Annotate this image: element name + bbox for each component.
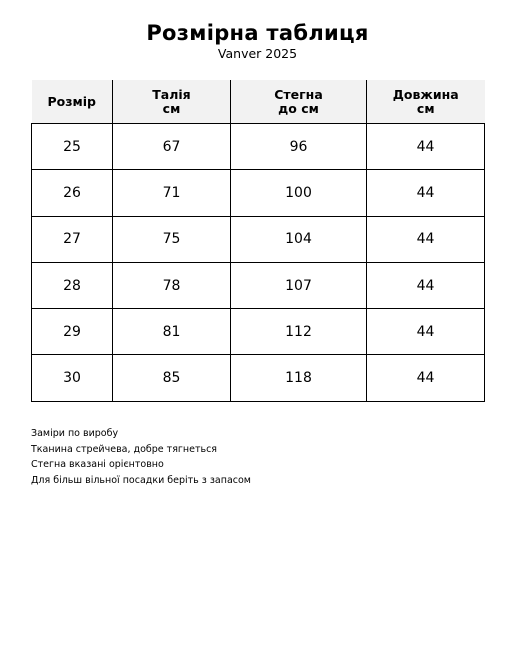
note-item: Стегна вказані орієнтовно bbox=[31, 459, 164, 470]
cell-size: 28 bbox=[32, 262, 113, 308]
note-item: Тканина стрейчева, добре тягнеться bbox=[31, 443, 218, 455]
cell-hips: 107 bbox=[231, 262, 367, 308]
note-item: Для більш вільної посадки беріть з запасом bbox=[31, 474, 251, 486]
cell-waist: 81 bbox=[113, 309, 231, 355]
header-length bbox=[367, 80, 485, 124]
cell-size: 26 bbox=[32, 170, 113, 216]
note-item: Заміри по виробу bbox=[31, 428, 119, 439]
header-waist-unit: см bbox=[162, 100, 181, 116]
table-row bbox=[32, 124, 485, 170]
cell-hips: 104 bbox=[231, 216, 367, 262]
table-row bbox=[32, 355, 485, 401]
cell-length: 44 bbox=[367, 355, 485, 401]
table-row bbox=[32, 170, 485, 216]
header-length-label: Довжина bbox=[392, 86, 459, 102]
cell-waist: 78 bbox=[113, 262, 231, 308]
cell-size: 30 bbox=[32, 355, 113, 401]
cell-hips: 100 bbox=[231, 170, 367, 216]
header-hips bbox=[231, 80, 367, 124]
header-hips-label: Стегна bbox=[274, 86, 323, 102]
page-title: Розмірна таблиця bbox=[146, 21, 369, 45]
cell-length: 44 bbox=[367, 124, 485, 170]
cell-size: 25 bbox=[32, 124, 113, 170]
cell-size: 29 bbox=[32, 309, 113, 355]
cell-length: 44 bbox=[367, 216, 485, 262]
cell-waist: 75 bbox=[113, 216, 231, 262]
cell-size: 27 bbox=[32, 216, 113, 262]
cell-length: 44 bbox=[367, 262, 485, 308]
header-size-label: Розмір bbox=[47, 93, 96, 109]
cell-waist: 67 bbox=[113, 124, 231, 170]
header-waist-label: Талія bbox=[152, 86, 191, 102]
table-row bbox=[32, 262, 485, 308]
header-length-unit: см bbox=[416, 100, 435, 116]
table-header-row bbox=[32, 80, 485, 124]
cell-hips: 96 bbox=[231, 124, 367, 170]
cell-length: 44 bbox=[367, 309, 485, 355]
cell-waist: 85 bbox=[113, 355, 231, 401]
cell-hips: 118 bbox=[231, 355, 367, 401]
cell-length: 44 bbox=[367, 170, 485, 216]
size-table bbox=[31, 80, 485, 402]
table-row bbox=[32, 309, 485, 355]
table-row bbox=[32, 216, 485, 262]
page-subtitle: Vanver 2025 bbox=[217, 46, 298, 61]
header-hips-unit: до см bbox=[278, 100, 319, 116]
header-size bbox=[32, 80, 113, 124]
cell-hips: 112 bbox=[231, 309, 367, 355]
header-waist bbox=[113, 80, 231, 124]
notes-list bbox=[31, 426, 481, 488]
cell-waist: 71 bbox=[113, 170, 231, 216]
